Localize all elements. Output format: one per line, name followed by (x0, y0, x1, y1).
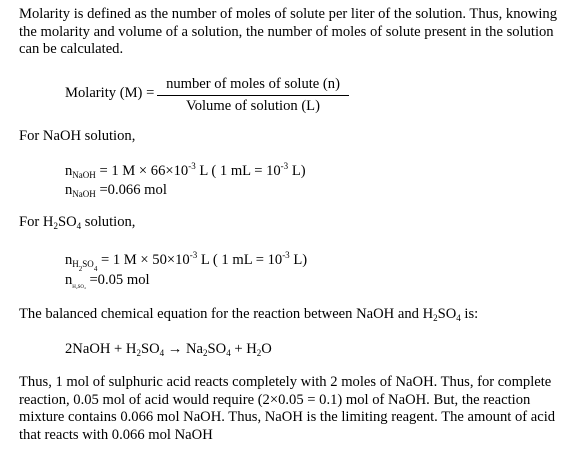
naoh-n-symbol: n (65, 163, 73, 179)
h2so4-n-sub-d: 4 (93, 265, 98, 273)
h2so4-n-subscript-2: H₂SO₄ (72, 285, 86, 290)
h2so4-n-sub-a: H (72, 259, 79, 269)
h2so4-heading-sub1: 2 (53, 221, 58, 231)
molarity-denominator: Volume of solution (L) (186, 98, 320, 114)
h2so4-n-sub-b: 2 (78, 265, 83, 273)
eq-part-d: SO (207, 341, 227, 357)
naoh-n-subscript-2: NaOH (72, 189, 96, 199)
balanced-equation (65, 341, 272, 362)
h2so4-line1-text: = 1 M × 50×10 (100, 252, 190, 268)
h2so4-line1-mid: L ( 1 mL = 10 (197, 252, 283, 268)
balanced-text-post: is: (460, 306, 479, 322)
naoh-line1-text: = 1 M × 66×10 (99, 163, 189, 179)
h2so4-line1-exp2: -3 (282, 250, 290, 260)
conclusion-paragraph: Thus, 1 mol of sulphuric acid reacts completely with 2 moles of NaOH. Thus, for complete reaction, 0.05 mol of acid would require (2×0.05 = 0.1) mol of NaOH. But, the reaction mixture contains 0.066 mol NaOH. Thus, NaOH is the limiting reagent. The amount of acid that reacts with 0.066 mol NaOH (19, 374, 556, 443)
h2so4-heading-pre: For H (19, 214, 54, 230)
eq-part-b: SO (140, 341, 160, 357)
h2so4-result-text: =0.05 mol (89, 272, 150, 288)
intro-paragraph: Molarity is defined as the number of moles of solute per liter of the solution. Thus, knowing the molarity and volume of a solution, the number of moles of solute present in the solution can be calculated. (19, 6, 557, 57)
naoh-line1-exp: -3 (188, 161, 196, 171)
naoh-moles-line (65, 158, 306, 184)
naoh-line1-mid: L ( 1 mL = 10 (195, 163, 281, 179)
eq-arrow: → Na (164, 341, 204, 357)
molarity-lhs: Molarity (M) = (65, 85, 155, 101)
balanced-text-sub2: 4 (456, 313, 461, 323)
eq-part-b-sub: 4 (159, 348, 165, 358)
h2so4-n-subscript (72, 259, 98, 273)
eq-part-e: + H (230, 341, 257, 357)
balanced-text-sub1: 2 (433, 313, 438, 323)
h2so4-heading-sub2: 4 (76, 221, 82, 231)
eq-part-a-sub: 2 (136, 348, 141, 358)
eq-part-c-sub: 2 (203, 348, 208, 358)
h2so4-n-symbol-2: n (65, 272, 73, 288)
h2so4-n-symbol: n (65, 252, 73, 268)
eq-part-e-sub: 2 (256, 348, 262, 358)
naoh-n-symbol-2: n (65, 182, 73, 198)
eq-part-d-sub: 4 (226, 348, 231, 358)
eq-part-f: O (261, 341, 272, 357)
balanced-intro (19, 306, 478, 327)
eq-part-a: 2NaOH + H (65, 341, 137, 357)
naoh-result-line (65, 182, 167, 203)
molarity-fraction (157, 75, 349, 115)
h2so4-heading-mid: SO (57, 214, 77, 230)
balanced-text-mid: SO (437, 306, 457, 322)
naoh-heading: For NaOH solution, (19, 128, 136, 144)
naoh-line1-end: L) (288, 163, 306, 179)
balanced-text-pre: The balanced chemical equation for the reaction between NaOH and H (19, 306, 434, 322)
naoh-n-subscript: NaOH (72, 170, 96, 180)
h2so4-line1-exp: -3 (189, 250, 198, 260)
h2so4-n-sub-c: SO (82, 259, 94, 269)
h2so4-line1-end: L) (289, 252, 308, 268)
h2so4-heading-post: solution, (81, 214, 136, 230)
naoh-line1-exp2: -3 (280, 161, 289, 171)
molarity-numerator: number of moles of solute (n) (157, 75, 349, 96)
naoh-result-text: =0.066 mol (99, 182, 167, 198)
h2so4-heading (19, 214, 135, 235)
h2so4-result-line (65, 272, 150, 296)
